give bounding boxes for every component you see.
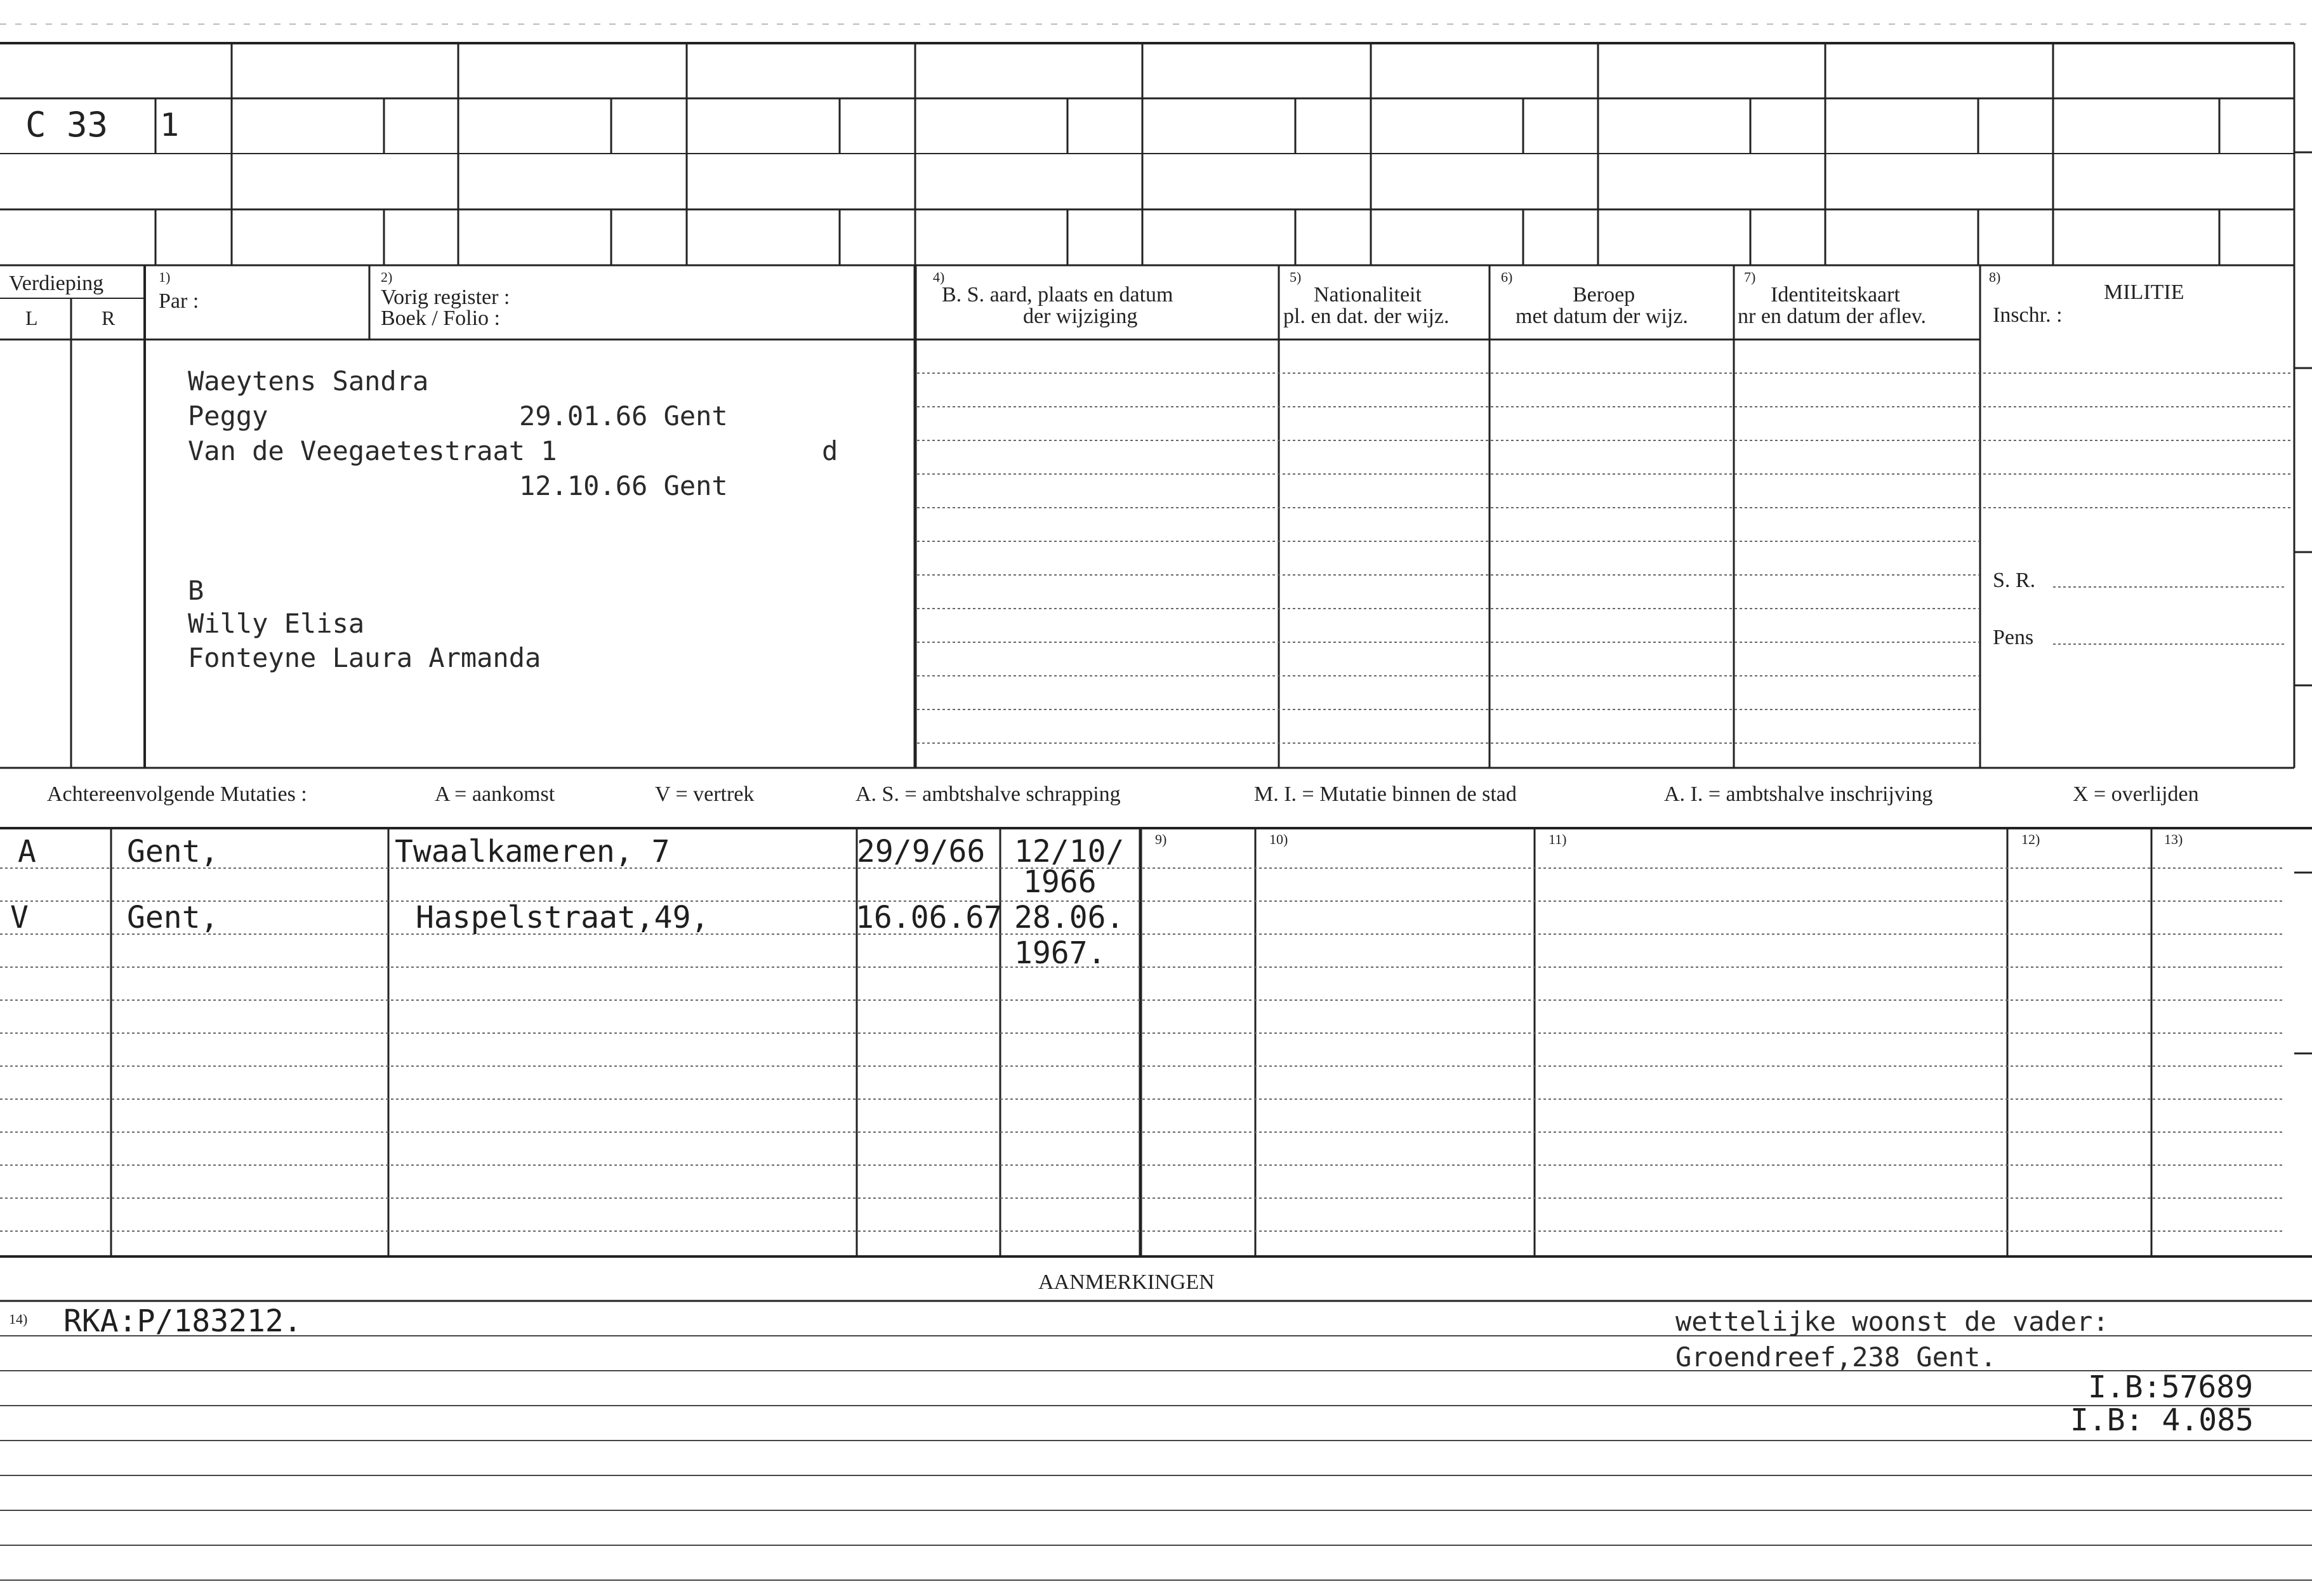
person-birth-date-place: 29.01.66 Gent: [519, 400, 728, 432]
col8-number: 8): [1989, 269, 2001, 285]
mutation-row-1-street: Twaalkameren, 7: [395, 834, 670, 869]
bs-header-line1: B. S. aard, plaats en datum: [942, 283, 1173, 307]
mutation-row-2-type: V: [10, 900, 29, 935]
remark-father-address: Groendreef,238 Gent.: [1675, 1342, 1997, 1373]
mutation-row-1-date2-line2: 1966: [1023, 864, 1097, 900]
aanmerkingen-header: AANMERKINGEN: [1038, 1270, 1215, 1294]
mutation-row-2-date2-line1: 28.06.: [1014, 900, 1125, 935]
mutation-row-2-city: Gent,: [127, 900, 219, 935]
identiteitskaart-header-line2: nr en datum der aflev.: [1738, 305, 1927, 328]
remark-rka-number: RKA:P/183212.: [63, 1303, 302, 1339]
mutation-col12-number: 12): [2021, 831, 2040, 847]
par-label: Par :: [159, 289, 199, 313]
col2-number: 2): [381, 269, 393, 285]
mutation-row-2-date2-line2: 1967.: [1014, 935, 1106, 971]
mutation-row-2-street: Haspelstraat,49,: [416, 900, 710, 935]
person-address: Van de Veegaetestraat 1: [188, 435, 557, 466]
person-marker-b: B: [188, 575, 204, 606]
person-registration-date-place: 12.10.66 Gent: [519, 470, 728, 501]
person-marker-d: d: [822, 435, 838, 466]
mutation-col11-number: 11): [1549, 831, 1567, 847]
remark-ib-number-2: I.B: 4.085: [2070, 1402, 2254, 1438]
legend-ambtshalve-inschrijving: A. I. = ambtshalve inschrijving: [1664, 782, 1933, 806]
person-surname-firstname: Waeytens Sandra: [188, 366, 429, 397]
legend-aankomst: A = aankomst: [435, 782, 555, 806]
card-sequence: 1: [160, 107, 180, 143]
verdieping-label: Verdieping: [9, 272, 104, 295]
person-second-name: Peggy: [188, 400, 268, 432]
mutation-col9-number: 9): [1155, 831, 1167, 847]
mutation-row-1-city: Gent,: [127, 834, 219, 869]
boek-folio-label: Boek / Folio :: [381, 307, 500, 330]
mutation-row-2-date1: 16.06.67: [855, 900, 1003, 935]
col5-number: 5): [1290, 269, 1302, 285]
remarks-number: 14): [9, 1311, 28, 1327]
person-mother-name: Fonteyne Laura Armanda: [188, 642, 541, 673]
verdieping-l-label: L: [25, 307, 38, 329]
bs-header-line2: der wijziging: [1023, 305, 1138, 328]
mutation-row-1-date2-line1: 12/10/: [1014, 834, 1125, 869]
col7-number: 7): [1744, 269, 1756, 285]
col4-number: 4): [933, 269, 945, 285]
nationaliteit-header-line1: Nationaliteit: [1314, 283, 1422, 307]
mutation-col10-number: 10): [1269, 831, 1288, 847]
person-father-name: Willy Elisa: [188, 608, 365, 639]
legend-overlijden: X = overlijden: [2073, 782, 2199, 806]
mutations-legend-title: Achtereenvolgende Mutaties :: [47, 782, 307, 806]
sr-label: S. R.: [1993, 569, 2036, 592]
verdieping-r-label: R: [102, 307, 116, 329]
inschr-label: Inschr. :: [1993, 303, 2063, 327]
col6-number: 6): [1501, 269, 1513, 285]
mutation-row-1-type: A: [18, 834, 36, 869]
card-code: C 33: [25, 105, 109, 145]
remark-father-residence: wettelijke woonst de vader:: [1675, 1306, 2109, 1337]
legend-ambtshalve-schrapping: A. S. = ambtshalve schrapping: [855, 782, 1121, 806]
remark-ib-number-1: I.B:57689: [2088, 1369, 2254, 1405]
beroep-header-line2: met datum der wijz.: [1516, 305, 1688, 328]
beroep-header-line1: Beroep: [1573, 283, 1635, 307]
mutation-col13-number: 13): [2164, 831, 2183, 847]
identiteitskaart-header-line1: Identiteitskaart: [1771, 283, 1900, 307]
col1-number: 1): [159, 269, 171, 285]
pens-label: Pens: [1993, 626, 2034, 649]
legend-mutatie-binnen-stad: M. I. = Mutatie binnen de stad: [1254, 782, 1517, 806]
nationaliteit-header-line2: pl. en dat. der wijz.: [1283, 305, 1450, 328]
legend-vertrek: V = vertrek: [655, 782, 755, 806]
militie-header: MILITIE: [2104, 280, 2184, 304]
vorig-register-label: Vorig register :: [381, 286, 510, 309]
mutation-row-1-date1: 29/9/66: [857, 834, 986, 869]
